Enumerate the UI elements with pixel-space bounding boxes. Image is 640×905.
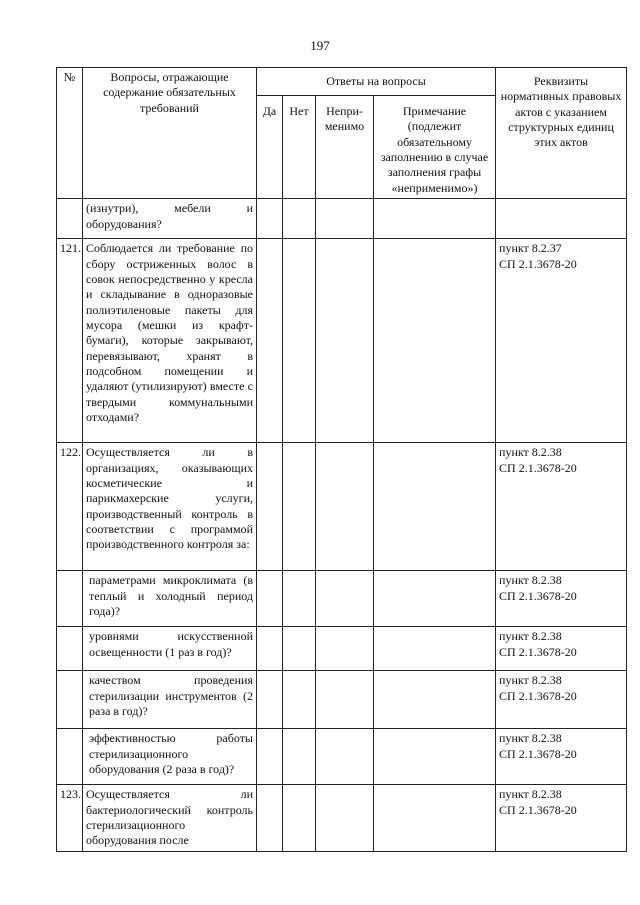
answer-no-cell[interactable] xyxy=(283,785,316,851)
row-number xyxy=(57,571,83,627)
answer-no-cell[interactable] xyxy=(283,443,316,571)
reference-clause: пункт 8.2.38 xyxy=(499,445,562,460)
answer-na-cell[interactable] xyxy=(316,729,374,785)
answer-na-cell[interactable] xyxy=(316,239,374,443)
reference-act: СП 2.1.3678-20 xyxy=(499,460,577,475)
row-number xyxy=(57,671,83,729)
answer-yes-cell[interactable] xyxy=(257,729,283,785)
row-question: (изнутри), мебели и оборудования? xyxy=(83,199,257,239)
reference-act: СП 2.1.3678-20 xyxy=(499,746,577,761)
answer-yes-cell[interactable] xyxy=(257,239,283,443)
table-row xyxy=(57,729,627,785)
row-number xyxy=(57,199,83,239)
header-yes: Да xyxy=(257,96,283,199)
reference-cell xyxy=(496,671,627,729)
row-number xyxy=(57,729,83,785)
reference-act: СП 2.1.3678-20 xyxy=(499,802,577,817)
header-questions: Вопросы, отражающие содержание обязательных требований xyxy=(83,68,257,199)
reference-clause: пункт 8.2.38 xyxy=(499,731,562,746)
answer-na-cell[interactable] xyxy=(316,785,374,851)
row-question: параметрами микроклимата (в теплый и холодный период года)? xyxy=(83,571,257,627)
answer-yes-cell[interactable] xyxy=(257,571,283,627)
answer-no-cell[interactable] xyxy=(283,571,316,627)
header-answers: Ответы на вопросы xyxy=(257,68,496,96)
reference-act: СП 2.1.3678-20 xyxy=(499,588,577,603)
note-cell[interactable] xyxy=(374,729,496,785)
answer-yes-cell[interactable] xyxy=(257,785,283,851)
row-question: уровнями искусственной освещенности (1 раз в год)? xyxy=(83,627,257,671)
answer-yes-cell[interactable] xyxy=(257,627,283,671)
row-number: 122. xyxy=(57,443,83,571)
row-number xyxy=(57,627,83,671)
answer-no-cell[interactable] xyxy=(283,199,316,239)
header-num: № xyxy=(57,68,83,199)
header-note: Примечание (подлежит обязательному заполнению в случае заполнения графы «неприменимо») xyxy=(374,96,496,199)
row-number: 121. xyxy=(57,239,83,443)
row-question: Соблюдается ли требование по сбору остриженных волос в совок непосредственно у кресла и складывание в одноразовые полиэтиленовые пакеты для мусора (мешки из крафт-бумаги), которые закрывают, перевязывают, хранят в подсобном помещении и удаляют (утилизируют) вместе с твердыми коммунальными отходами? xyxy=(83,239,257,443)
answer-no-cell[interactable] xyxy=(283,627,316,671)
row-question: качеством проведения стерилизации инструментов (2 раза в год)? xyxy=(83,671,257,729)
reference-act: СП 2.1.3678-20 xyxy=(499,688,577,703)
answer-no-cell[interactable] xyxy=(283,671,316,729)
answer-no-cell[interactable] xyxy=(283,729,316,785)
reference-act: СП 2.1.3678-20 xyxy=(499,644,577,659)
answer-na-cell[interactable] xyxy=(316,443,374,571)
header-not-applicable: Непри-менимо xyxy=(316,96,374,199)
row-question: Осуществляется ли бактериологический контроль стерилизационного оборудования после xyxy=(83,785,257,851)
checklist-table xyxy=(56,67,627,852)
table-row xyxy=(57,571,627,627)
reference-clause: пункт 8.2.37 xyxy=(499,241,562,256)
answer-na-cell[interactable] xyxy=(316,627,374,671)
table-row xyxy=(57,443,627,571)
note-cell[interactable] xyxy=(374,571,496,627)
answer-yes-cell[interactable] xyxy=(257,443,283,571)
reference-cell xyxy=(496,199,627,239)
answer-yes-cell[interactable] xyxy=(257,671,283,729)
note-cell[interactable] xyxy=(374,199,496,239)
answer-na-cell[interactable] xyxy=(316,199,374,239)
reference-cell xyxy=(496,627,627,671)
answer-yes-cell[interactable] xyxy=(257,199,283,239)
row-number: 123. xyxy=(57,785,83,851)
header-references: Реквизиты нормативных правовых актов с указанием структурных единиц этих актов xyxy=(496,68,627,199)
table-row xyxy=(57,671,627,729)
page-number: 197 xyxy=(310,38,330,53)
reference-cell xyxy=(496,443,627,571)
answer-na-cell[interactable] xyxy=(316,571,374,627)
note-cell[interactable] xyxy=(374,443,496,571)
table-row xyxy=(57,199,627,239)
reference-cell xyxy=(496,729,627,785)
reference-clause: пункт 8.2.38 xyxy=(499,787,562,802)
reference-clause: пункт 8.2.38 xyxy=(499,573,562,588)
reference-clause: пункт 8.2.38 xyxy=(499,629,562,644)
reference-cell xyxy=(496,571,627,627)
header-no: Нет xyxy=(283,96,316,199)
note-cell[interactable] xyxy=(374,785,496,851)
table-row xyxy=(57,239,627,443)
reference-cell xyxy=(496,239,627,443)
note-cell[interactable] xyxy=(374,627,496,671)
reference-clause: пункт 8.2.38 xyxy=(499,673,562,688)
answer-na-cell[interactable] xyxy=(316,671,374,729)
row-question: Осуществляется ли в организациях, оказывающих косметические и парикмахерские услуги, производственный контроль в соответствии с программой производственного контроля за: xyxy=(83,443,257,571)
reference-cell xyxy=(496,785,627,851)
reference-act: СП 2.1.3678-20 xyxy=(499,256,577,271)
table-row xyxy=(57,785,627,851)
note-cell[interactable] xyxy=(374,239,496,443)
note-cell[interactable] xyxy=(374,671,496,729)
table-row xyxy=(57,627,627,671)
answer-no-cell[interactable] xyxy=(283,239,316,443)
row-question: эффективностью работы стерилизационного оборудования (2 раза в год)? xyxy=(83,729,257,785)
